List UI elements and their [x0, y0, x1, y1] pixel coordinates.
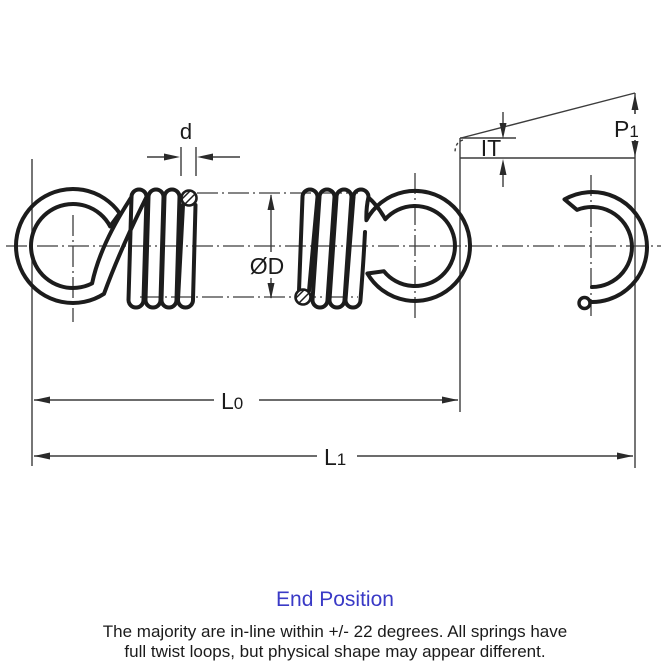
coil-body-left	[129, 190, 196, 308]
l1-arrow-left	[34, 453, 50, 460]
caption-line-1: The majority are in-line within +/- 22 degrees. All springs have	[102, 622, 568, 641]
p1-arrow-down	[632, 141, 639, 157]
l0-arrow-left	[34, 397, 50, 404]
spring-side-view	[16, 189, 647, 309]
it-arrow-up	[500, 159, 507, 175]
outer-diameter-label: ØD	[249, 253, 285, 279]
l1-label: L1	[324, 444, 347, 470]
p1-arrow-up	[632, 94, 639, 110]
d-arrow-left	[164, 154, 180, 161]
pitch-slant-line	[461, 93, 635, 138]
end-view-wire-tip	[579, 298, 590, 309]
dimension-lines	[32, 93, 635, 468]
end-position-title: End Position	[276, 588, 394, 611]
l0-arrow-right	[442, 397, 458, 404]
od-arrow-top	[268, 194, 275, 210]
caption-line-2: full twist loops, but physical shape may appear different.	[124, 642, 546, 661]
coil-body-right	[299, 190, 365, 308]
l1-arrow-right	[617, 453, 633, 460]
dimension-labels	[180, 114, 647, 470]
l0-label: L0	[221, 388, 244, 414]
leader-dashed-arc	[455, 140, 463, 153]
wire-diameter-label: d	[179, 119, 193, 144]
initial-tension-label: IT	[480, 135, 502, 161]
right-hook	[354, 190, 471, 301]
arrowheads	[34, 94, 639, 460]
p1-label: P1	[614, 116, 639, 142]
d-arrow-right	[197, 154, 213, 161]
caption-text	[0, 622, 670, 662]
